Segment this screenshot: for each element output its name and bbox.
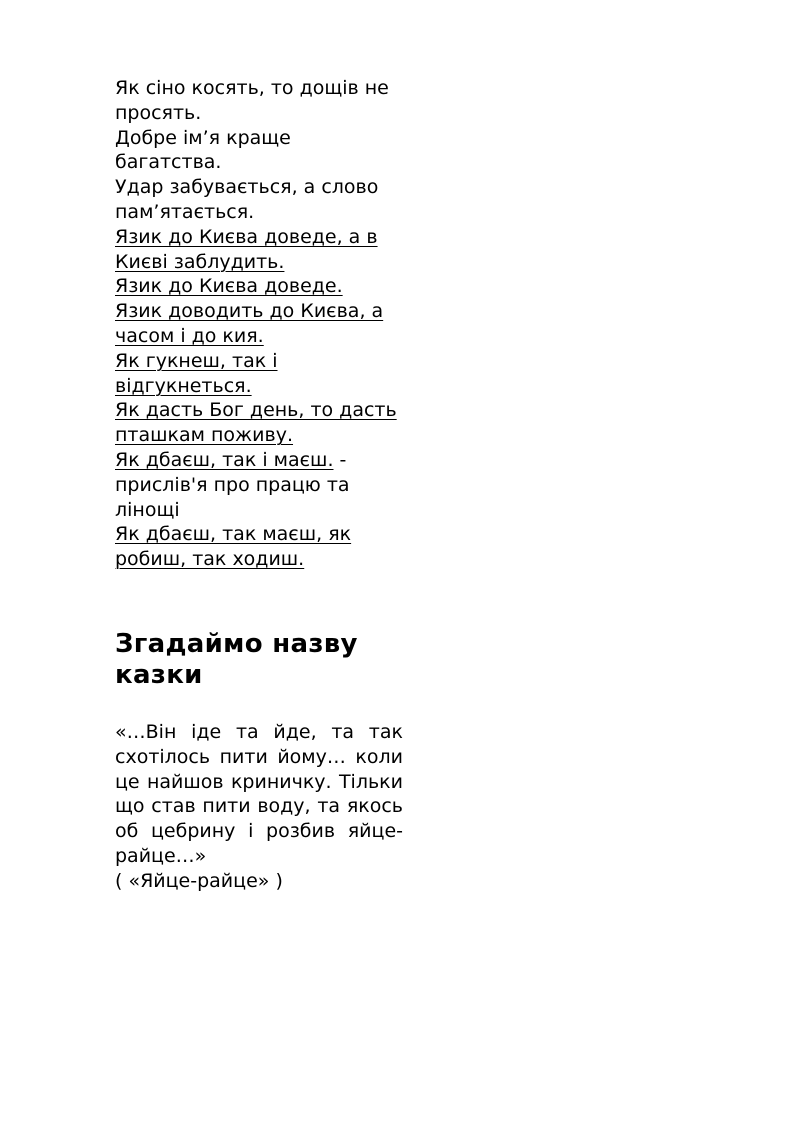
proverb-item: [115, 76, 403, 126]
proverb-item: [115, 126, 403, 176]
proverb-link[interactable]: Язик до Києва доведе.: [115, 275, 343, 298]
tale-quote: «…Він іде та йде, та так схотілось пити йому… коли це найшов криничку. Тільки що став пити воду, та якось об цебрину і розбив яйце-райце…»: [115, 720, 403, 867]
proverb-text: Як сіно косять, то дощів не просять.: [115, 77, 389, 124]
proverb-item: [115, 448, 403, 522]
proverb-item: [115, 349, 403, 399]
tale-answer: ( «Яйце-райце» ): [115, 869, 283, 892]
proverb-item: [115, 522, 403, 572]
proverb-text: Добре ім’я краще багатства.: [115, 126, 291, 174]
proverb-link[interactable]: Язик до Києва доведе, а в Києві заблудить.: [115, 225, 378, 273]
proverb-text: Удар забувається, а слово пам’ятається.: [115, 176, 379, 223]
proverb-item: [115, 175, 403, 225]
proverb-link[interactable]: Як дбаєш, так маєш, як робиш, так ходиш.: [115, 523, 352, 571]
proverb-item: [115, 398, 403, 448]
proverb-link[interactable]: Як дбаєш, так і маєш.: [115, 448, 334, 471]
document-page: [115, 76, 403, 894]
proverb-suffix: - прислів'я про працю та лінощі: [115, 448, 350, 521]
section-heading: Згадаймо назву казки: [115, 628, 358, 690]
proverb-link[interactable]: Як дасть Бог день, то дасть пташкам поживу.: [115, 399, 397, 447]
proverb-item: [115, 274, 403, 299]
proverb-link[interactable]: Язик доводить до Києва, а часом і до кия.: [115, 300, 384, 347]
proverb-link[interactable]: Як гукнеш, так і відгукнеться.: [115, 349, 278, 397]
proverb-item: [115, 225, 403, 275]
proverb-item: [115, 299, 403, 349]
proverb-list: [115, 76, 403, 572]
